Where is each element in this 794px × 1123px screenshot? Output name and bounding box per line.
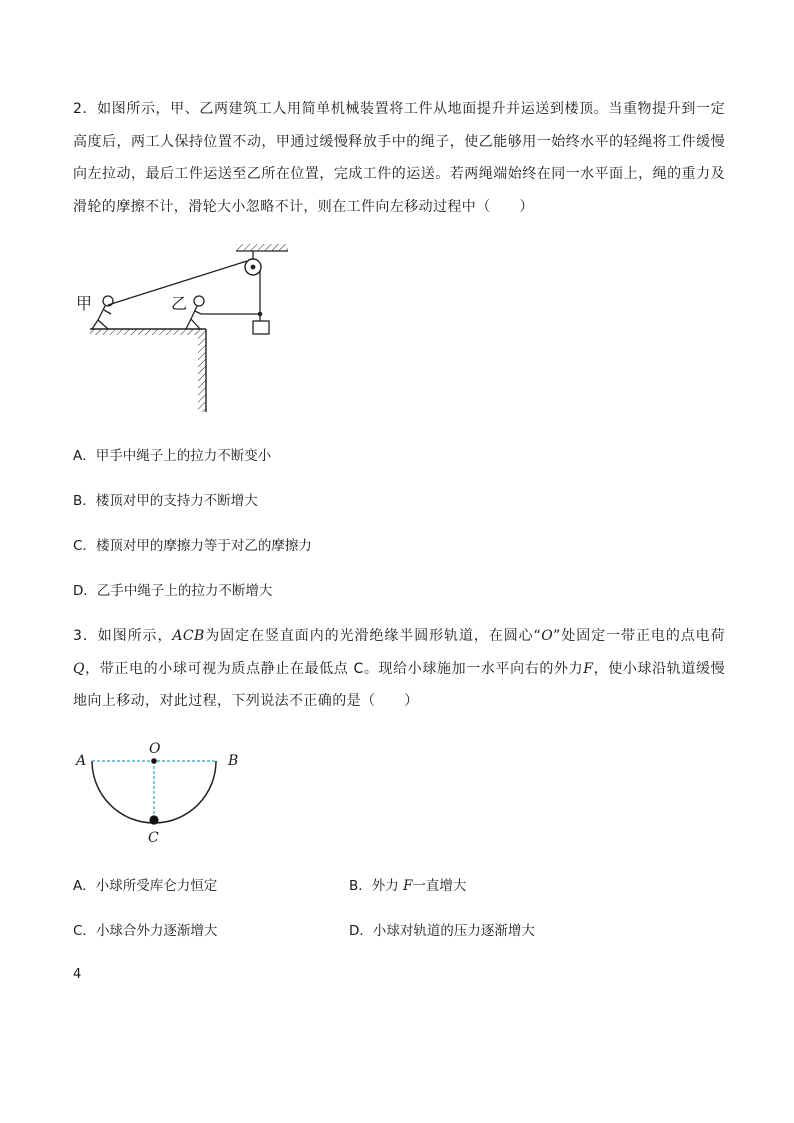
- q3-stem-part: ”处固定一带正电的点电荷: [553, 628, 726, 644]
- page-number: 4: [73, 967, 82, 982]
- q3-number: 3．: [73, 628, 98, 644]
- q3-stem-part: 如图所示，: [97, 628, 173, 644]
- option-text: 甲手中绳子上的拉力不断变小: [95, 448, 272, 464]
- option-text: 小球所受库仑力恒定: [95, 878, 218, 894]
- q3-center-label: O: [541, 628, 554, 644]
- q3-stem: [73, 620, 725, 718]
- label-c: C: [148, 830, 159, 846]
- q3-figure-semicircle-track: [70, 735, 250, 845]
- q3-stem-part: ，使小球沿轨道缓慢地向上移动，对此过程，下列说法不正确的是（ ）: [73, 660, 725, 709]
- option-text: 小球合外力逐渐增大: [95, 923, 218, 939]
- rooftop: [90, 329, 206, 412]
- option-text: 小球对轨道的压力逐渐增大: [372, 923, 535, 939]
- worker-b-figure: [186, 296, 204, 329]
- q3-option-d[interactable]: [349, 921, 535, 941]
- option-text: 楼顶对甲的摩擦力等于对乙的摩擦力: [95, 538, 312, 554]
- point-charge-o: [151, 758, 157, 764]
- option-letter: D．: [349, 923, 373, 939]
- q3-stem-part: 为固定在竖直面内的光滑绝缘半圆形轨道，在圆心“: [204, 628, 542, 644]
- option-text: 一直增大: [412, 878, 467, 894]
- q3-charge-label: Q: [73, 660, 85, 677]
- q3-stem-part: ，带正电的小球可视为质点静止在最低点 C。现给小球施加一水平向右的外力: [84, 660, 584, 677]
- option-letter: A．: [73, 878, 96, 894]
- option-letter: C．: [73, 538, 96, 554]
- q2-option-a[interactable]: [73, 446, 271, 466]
- label-b: B: [228, 753, 239, 769]
- option-letter: A．: [73, 448, 96, 464]
- option-text: 楼顶对甲的支持力不断增大: [95, 493, 258, 509]
- ball-at-c: [149, 815, 158, 824]
- q2-option-b[interactable]: [73, 491, 258, 511]
- q3-force-label: F: [583, 660, 594, 677]
- q2-number: 2．: [73, 101, 98, 117]
- worker-a-label: 甲: [76, 294, 93, 313]
- option-letter: C．: [73, 923, 96, 939]
- label-a: A: [76, 753, 87, 769]
- option-letter: B．: [349, 878, 372, 894]
- q2-stem: [73, 93, 725, 223]
- option-letter: D．: [73, 583, 97, 599]
- option-force-symbol: F: [403, 878, 413, 894]
- pulley: [245, 251, 261, 275]
- option-text: 外力: [371, 878, 404, 894]
- q3-option-a[interactable]: [73, 876, 217, 896]
- ceiling: [236, 244, 288, 251]
- worker-a-figure: [92, 296, 113, 329]
- workpiece-load: [253, 321, 269, 334]
- q3-option-c[interactable]: [73, 921, 217, 941]
- q2-option-c[interactable]: [73, 536, 312, 556]
- q2-figure-pulley-diagram: [70, 240, 300, 415]
- q3-track-label: ACB: [172, 628, 205, 644]
- q3-option-b[interactable]: [349, 876, 466, 896]
- label-o: O: [149, 741, 161, 757]
- option-letter: B．: [73, 493, 96, 509]
- q2-stem-text: 如图所示，甲、乙两建筑工人用简单机械装置将工件从地面提升并运送到楼顶。当重物提升到一定高度后，两工人保持位置不动，甲通过缓慢释放手中的绳子，使乙能够用一始终水平的轻绳将工件缓慢向左拉动，最后工件运送至乙所在位置，完成工件的运送。若两绳端始终在同一水平面上，绳的重力及滑轮的摩擦不计，滑轮大小忽略不计，则在工件向左移动过程中（ ）: [73, 101, 725, 215]
- option-text: 乙手中绳子上的拉力不断增大: [96, 583, 273, 599]
- q2-option-d[interactable]: [73, 581, 272, 601]
- worker-b-label: 乙: [171, 294, 188, 313]
